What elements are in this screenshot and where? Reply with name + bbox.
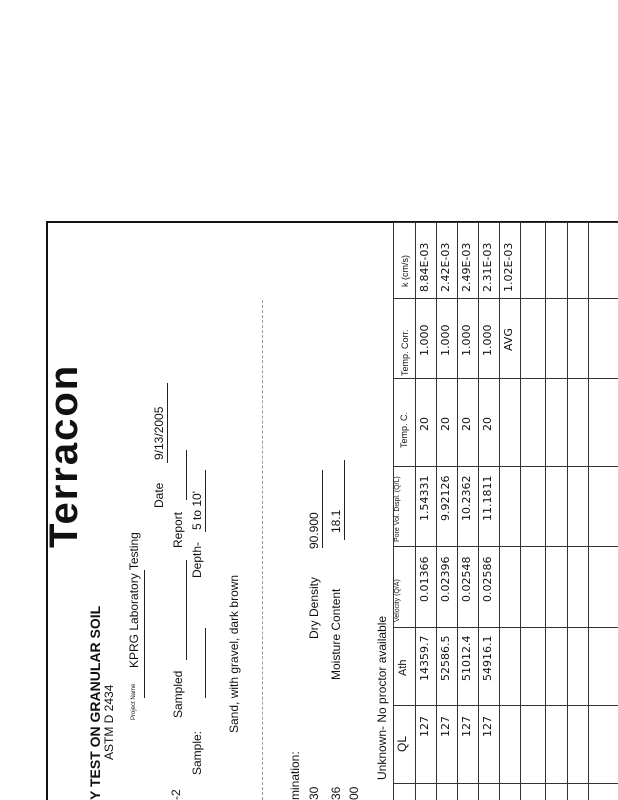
row1-k: 8.84E-03 <box>418 242 431 292</box>
dry-density-label: Dry Density <box>307 576 321 639</box>
date-underline <box>167 383 168 463</box>
depth-label: Depth- <box>190 541 204 578</box>
date-value: 9/13/2005 <box>152 406 166 460</box>
table-line <box>457 222 458 800</box>
project-name-underline <box>144 570 145 698</box>
table-line <box>393 705 618 706</box>
unknown-note: Unknown- No proctor available <box>375 615 389 780</box>
sample-underline <box>205 628 206 698</box>
depth-underline <box>205 470 206 532</box>
moisture-value: 18.1 <box>329 509 343 533</box>
margin-value-1: 30 <box>307 786 321 800</box>
sampled-label: Sampled <box>171 670 185 718</box>
table-line <box>478 222 479 800</box>
company-logo: Terracon <box>42 363 86 548</box>
header-k: k (cm/s) <box>400 255 410 287</box>
row2-temp: 20 <box>439 417 452 431</box>
report-underline <box>186 450 187 500</box>
header-ath: Ath <box>397 659 409 676</box>
row2-pore-vol: 9.92126 <box>439 475 452 521</box>
sample-label: Sample: <box>190 730 204 775</box>
row2-ql: 127 <box>439 716 452 737</box>
determination-label: mination: <box>288 751 302 800</box>
test-standard: ASTM D 2434 <box>102 684 116 760</box>
row2-k: 2.42E-03 <box>439 242 452 292</box>
moisture-underline <box>344 460 345 540</box>
avg-label: AVG <box>502 328 515 351</box>
margin-value-2: 36 <box>329 786 343 800</box>
table-line <box>545 222 546 800</box>
document-title: Y TEST ON GRANULAR SOIL <box>87 605 103 800</box>
table-line <box>520 222 521 800</box>
row4-pore-vol: 11.1811 <box>481 475 494 521</box>
row1-velocity: 0.01366 <box>418 556 431 602</box>
fragment-left: -2 <box>169 789 183 800</box>
dry-density-underline <box>322 470 323 548</box>
header-pore-vol: Pore Vol. Displ. (Q/L) <box>394 476 401 542</box>
row3-temp-corr: 1.000 <box>460 324 473 356</box>
table-line <box>393 627 618 628</box>
table-line <box>393 466 618 467</box>
table-line <box>393 378 618 379</box>
table-line <box>499 222 500 800</box>
header-temp-corr: Temp. Corr. <box>400 329 410 376</box>
table-line <box>393 298 618 299</box>
row1-pore-vol: 1.54331 <box>418 475 431 521</box>
report-label: Report <box>171 511 185 548</box>
header-ql: QL <box>395 735 409 752</box>
moisture-label: Moisture Content <box>329 588 343 680</box>
row3-k: 2.49E-03 <box>460 242 473 292</box>
row3-ql: 127 <box>460 716 473 737</box>
header-temp: Temp. C. <box>399 411 409 448</box>
row4-ath: 54916.1 <box>481 635 494 681</box>
sample-description: Sand, with gravel, dark brown <box>227 574 241 733</box>
sampled-underline <box>186 560 187 660</box>
row3-ath: 51012.4 <box>460 635 473 681</box>
table-line <box>415 222 416 800</box>
header-velocity: Velocity (Q/A) <box>394 579 401 622</box>
row3-pore-vol: 10.2362 <box>460 475 473 521</box>
table-line <box>393 783 618 784</box>
table-line <box>393 222 618 223</box>
row1-temp: 20 <box>418 417 431 431</box>
avg-value: 1.02E-03 <box>502 242 515 292</box>
row3-velocity: 0.02548 <box>460 556 473 602</box>
row1-ql: 127 <box>418 716 431 737</box>
dashed-line <box>262 300 263 800</box>
row1-temp-corr: 1.000 <box>418 324 431 356</box>
row1-ath: 14359.7 <box>418 635 431 681</box>
row4-ql: 127 <box>481 716 494 737</box>
project-name-value: KPRG Laboratory Testing <box>127 532 141 668</box>
row4-temp-corr: 1.000 <box>481 324 494 356</box>
row3-temp: 20 <box>460 417 473 431</box>
table-line <box>567 222 568 800</box>
row4-k: 2.31E-03 <box>481 242 494 292</box>
date-label: Date <box>152 482 166 508</box>
row4-temp: 20 <box>481 417 494 431</box>
row2-ath: 52586.5 <box>439 635 452 681</box>
depth-value: 5 to 10' <box>190 491 204 530</box>
row4-velocity: 0.02586 <box>481 556 494 602</box>
margin-value-3: 00 <box>347 786 361 800</box>
table-line <box>588 222 589 800</box>
dry-density-value: 90.900 <box>307 512 321 549</box>
row2-velocity: 0.02396 <box>439 556 452 602</box>
table-line <box>436 222 437 800</box>
project-name-label: Project Name <box>131 683 137 720</box>
table-line <box>393 546 618 547</box>
row2-temp-corr: 1.000 <box>439 324 452 356</box>
